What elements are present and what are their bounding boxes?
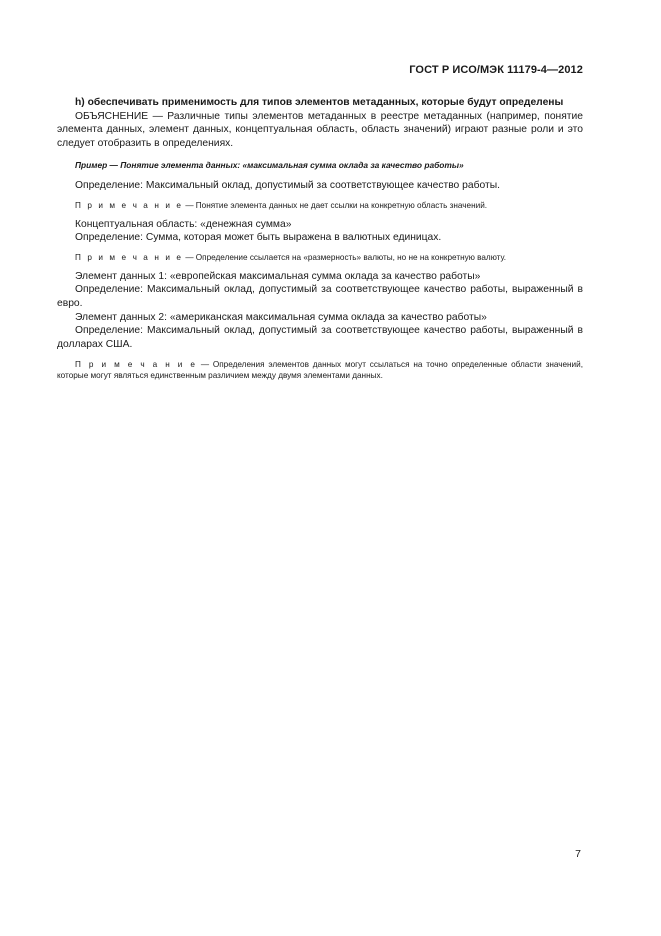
item-h-text: обеспечивать применимость для типов элементов метаданных, которые будут определены (87, 97, 564, 108)
data-element-1: Элемент данных 1: «европейская максимальная сумма оклада за качество работы» (75, 270, 481, 282)
page-content (57, 96, 583, 381)
note-2-label: П р и м е ч а н и е (75, 252, 184, 262)
item-h (57, 96, 583, 110)
note-1 (57, 200, 583, 211)
note-2 (57, 252, 583, 263)
example-heading: Пример — Понятие элемента данных: «максимальная сумма оклада за качество работы» (75, 160, 464, 171)
note-1-text: — Понятие элемента данных не дает ссылки на конкретную область значений. (183, 200, 488, 210)
data-element-2: Элемент данных 2: «американская максимальная сумма оклада за качество работы» (75, 311, 487, 323)
document-header: ГОСТ Р ИСО/МЭК 11179-4—2012 (409, 64, 583, 76)
note-3-text: — Определения элементов данных могут ссылаться на точно определенные области значений, которые могут являться единственным различием между двумя элементами данных. (57, 360, 583, 381)
definition-2: Определение: Сумма, которая может быть выражена в валютных единицах. (75, 232, 442, 244)
definition-1: Определение: Максимальный оклад, допустимый за соответствующее качество работы. (75, 179, 500, 191)
note-3 (57, 359, 583, 381)
note-3-label: П р и м е ч а н и е (75, 360, 198, 370)
page-number: 7 (575, 848, 581, 860)
item-h-marker: h) (75, 97, 85, 108)
note-1-label: П р и м е ч а н и е (75, 200, 184, 210)
definition-4: Определение: Максимальный оклад, допустимый за соответствующее качество работы, выраженный в долларах США. (57, 325, 583, 350)
explanation-paragraph: ОБЪЯСНЕНИЕ — Различные типы элементов метаданных в реестре метаданных (например, понятие элемента данных, элемент данных, концептуальная область, область значений) играют разные роли и это следует отобразить в определениях. (57, 110, 583, 149)
note-2-text: — Определение ссылается на «размерность» валюты, но не на конкретную валюту. (183, 252, 507, 262)
conceptual-domain: Концептуальная область: «денежная сумма» (75, 218, 292, 230)
definition-3: Определение: Максимальный оклад, допустимый за соответствующее качество работы, выраженный в евро. (57, 284, 583, 309)
